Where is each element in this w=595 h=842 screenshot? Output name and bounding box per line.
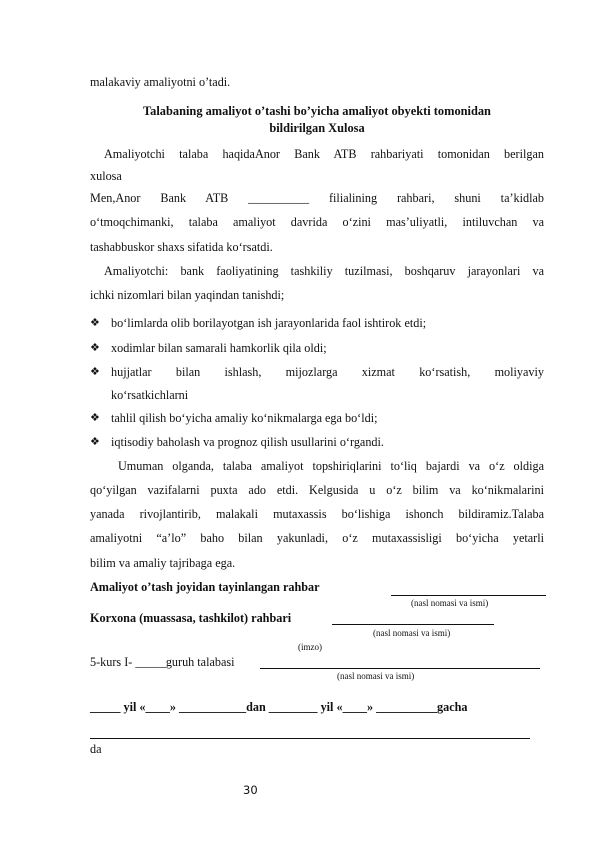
supervisor-signature-line xyxy=(391,595,546,596)
internship-dates-line: _____ yil «____» ___________dan ________ yil «____» __________gacha xyxy=(90,700,468,714)
page-number: 30 xyxy=(243,783,258,797)
intro-line: malakaviy amaliyotni o’tadi. xyxy=(90,75,231,89)
da-text: da xyxy=(90,742,102,756)
bullet-item-3-continuation: ko‘rsatkichlarni xyxy=(111,388,189,402)
diamond-bullet-icon: ❖ xyxy=(90,436,100,448)
director-signature-label: Korxona (muassasa, tashkilot) rahbari xyxy=(90,611,292,625)
paragraph-4-line5: bilim va amaliy tajribaga ega. xyxy=(90,556,236,570)
document-title-line1: Talabaning amaliyot o’tashi bo’yicha amaliyot obyekti tomonidan xyxy=(143,104,491,118)
paragraph-3-line1: Amaliyotchi: bank faoliyatining tashkiliy tuzilmasi, boshqaruv jarayonlari va xyxy=(104,264,544,278)
paragraph-3-line2: ichki nizomlari bilan yaqindan tanishdi; xyxy=(90,288,285,302)
paragraph-1-line1: Amaliyotchi talaba haqidaAnor Bank ATB rahbariyati tomonidan berilgan xyxy=(104,147,544,161)
paragraph-2-line3: tashabbuskor shaxs sifatida ko‘rsatdi. xyxy=(90,240,273,254)
paragraph-4-line2: qo‘yilgan vazifalarni puxta ado etdi. Kelgusida u o‘z bilim va ko‘nikmalarini xyxy=(90,483,544,497)
bullet-item-3: hujjatlar bilan ishlash, mijozlarga xizmat ko‘rsatish, moliyaviy xyxy=(111,365,544,379)
student-group-label: 5-kurs I- _____guruh talabasi xyxy=(90,655,235,669)
paragraph-2-line1: Men,Anor Bank ATB __________ filialining rahbari, shuni ta’kidlab xyxy=(90,191,544,205)
document-title-line2: bildirilgan Xulosa xyxy=(269,121,365,135)
director-signature-line xyxy=(332,624,494,625)
paragraph-4-line3: yanada rivojlantirib, malakali mutaxassis bo‘lishiga ishonch bildiramiz.Talaba xyxy=(90,507,544,521)
student-name-line xyxy=(260,668,540,669)
supervisor-name-caption: (nasl nomasi va ismi) xyxy=(411,598,489,608)
paragraph-4-line4: amaliyotni “a’lo” baho bilan yakunladi, o‘z mutaxassisligi bo‘yicha yetarli xyxy=(90,531,544,545)
diamond-bullet-icon: ❖ xyxy=(90,366,100,378)
student-name-caption: (nasl nomasi va ismi) xyxy=(337,671,415,681)
bullet-item-1: bo‘limlarda olib borilayotgan ish jarayonlarida faol ishtirok etdi; xyxy=(111,316,427,330)
director-name-caption: (nasl nomasi va ismi) xyxy=(373,628,451,638)
bullet-item-2: xodimlar bilan samarali hamkorlik qila oldi; xyxy=(111,341,327,355)
diamond-bullet-icon: ❖ xyxy=(90,412,100,424)
bullet-item-4: tahlil qilish bo‘yicha amaliy ko‘nikmalarga ega bo‘ldi; xyxy=(111,411,378,425)
blank-fill-line xyxy=(90,738,530,739)
diamond-bullet-icon: ❖ xyxy=(90,317,100,329)
diamond-bullet-icon: ❖ xyxy=(90,342,100,354)
signature-caption: (imzo) xyxy=(298,642,322,652)
supervisor-signature-label: Amaliyot o’tash joyidan tayinlangan rahbar xyxy=(90,580,320,594)
paragraph-2-line2: o‘tmoqchimanki, talaba amaliyot davrida o‘zini mas’uliyatli, intiluvchan va xyxy=(90,215,544,229)
bullet-item-5: iqtisodiy baholash va prognoz qilish usullarini o‘rgandi. xyxy=(111,435,384,449)
paragraph-4-line1: Umuman olganda, talaba amaliyot topshiriqlarini to‘liq bajardi va o‘z oldiga xyxy=(118,459,544,473)
paragraph-1-line2: xulosa xyxy=(90,169,122,183)
